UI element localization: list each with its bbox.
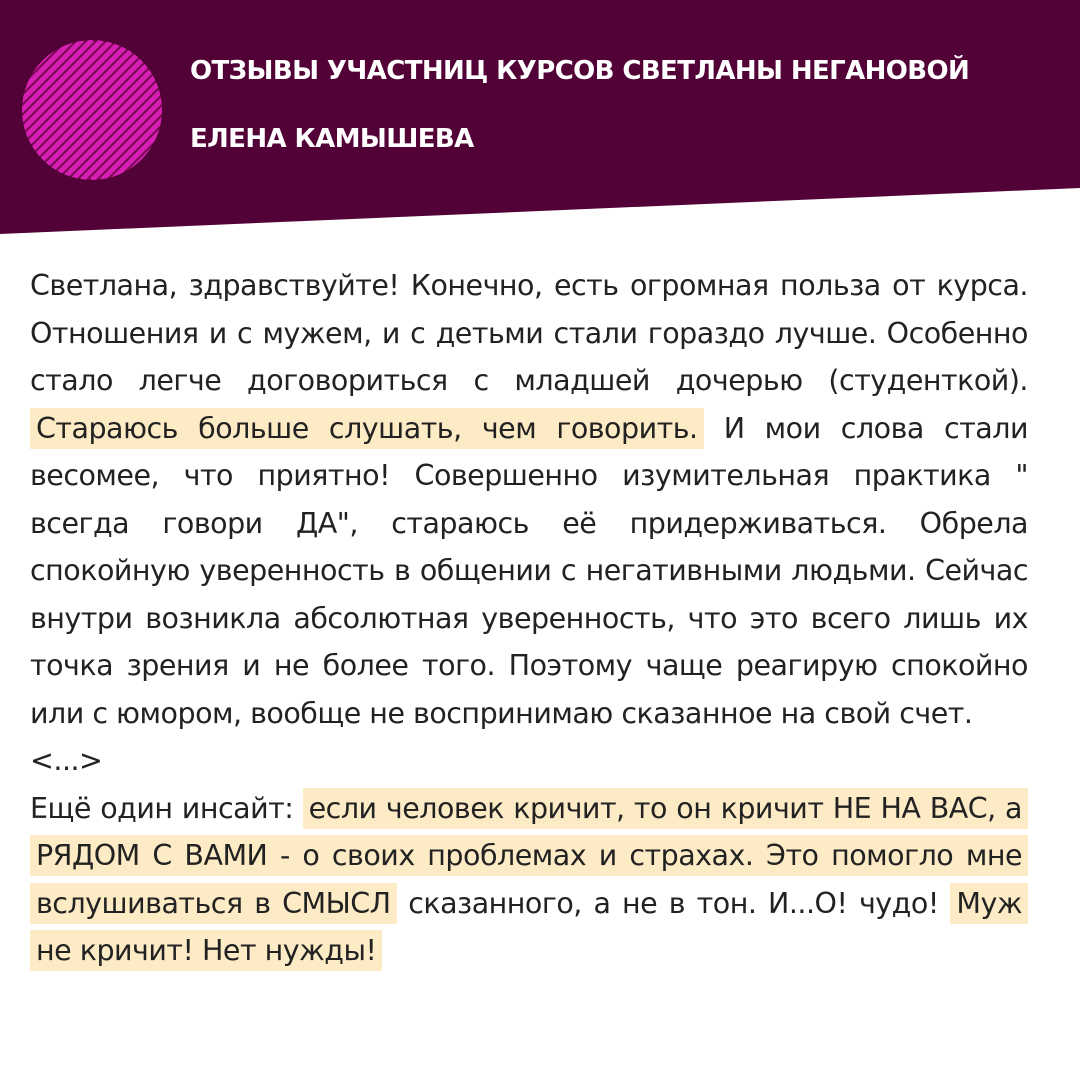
review-text: сказанного, а не в тон. И...О! чудо!: [396, 886, 951, 920]
review-text: Светлана, здравствуйте! Конечно, есть огромная польза от курса. Отношения и с мужем, и с детьми стали гораздо лучше. Особенно стало легче договориться с младшей дочерью (студенткой).: [30, 269, 1028, 397]
review-text: И мои слова стали весомее, что приятно! Совершенно изумительная практика " всегда говори ДА", стараюсь её придерживаться. Обрела спокойную уверенность в общении с негативными людьми. Сейчас внутри возникла абсолютная уверенность, что это всего лишь их точка зрения и не более того. Поэтому чаще реагирую спокойно или с юмором, вообще не воспринимаю сказанное на свой счет.: [30, 411, 1028, 730]
highlighted-quote: Муж не кричит! Нет нужды!: [30, 883, 1028, 972]
ellipsis-marker: <...>: [30, 744, 103, 777]
review-text: Ещё один инсайт:: [30, 791, 303, 825]
page-title: ОТЗЫВЫ УЧАСТНИЦ КУРСОВ СВЕТЛАНЫ НЕГАНОВОЙ: [190, 56, 970, 86]
review-body: [30, 262, 1028, 975]
review-paragraph-2: [30, 785, 1028, 975]
review-paragraph-1: [30, 262, 1028, 737]
author-name: ЕЛЕНА КАМЫШЕВА: [190, 124, 474, 154]
highlighted-quote: Стараюсь больше слушать, чем говорить.: [30, 408, 704, 449]
striped-circle-icon: [22, 40, 162, 180]
header-banner: [0, 0, 1080, 240]
highlighted-quote: если человек кричит, то он кричит НЕ НА ВАС, а РЯДОМ С ВАМИ - о своих проблемах и страхах. Это помогло мне вслушиваться в СМЫСЛ: [30, 788, 1028, 924]
